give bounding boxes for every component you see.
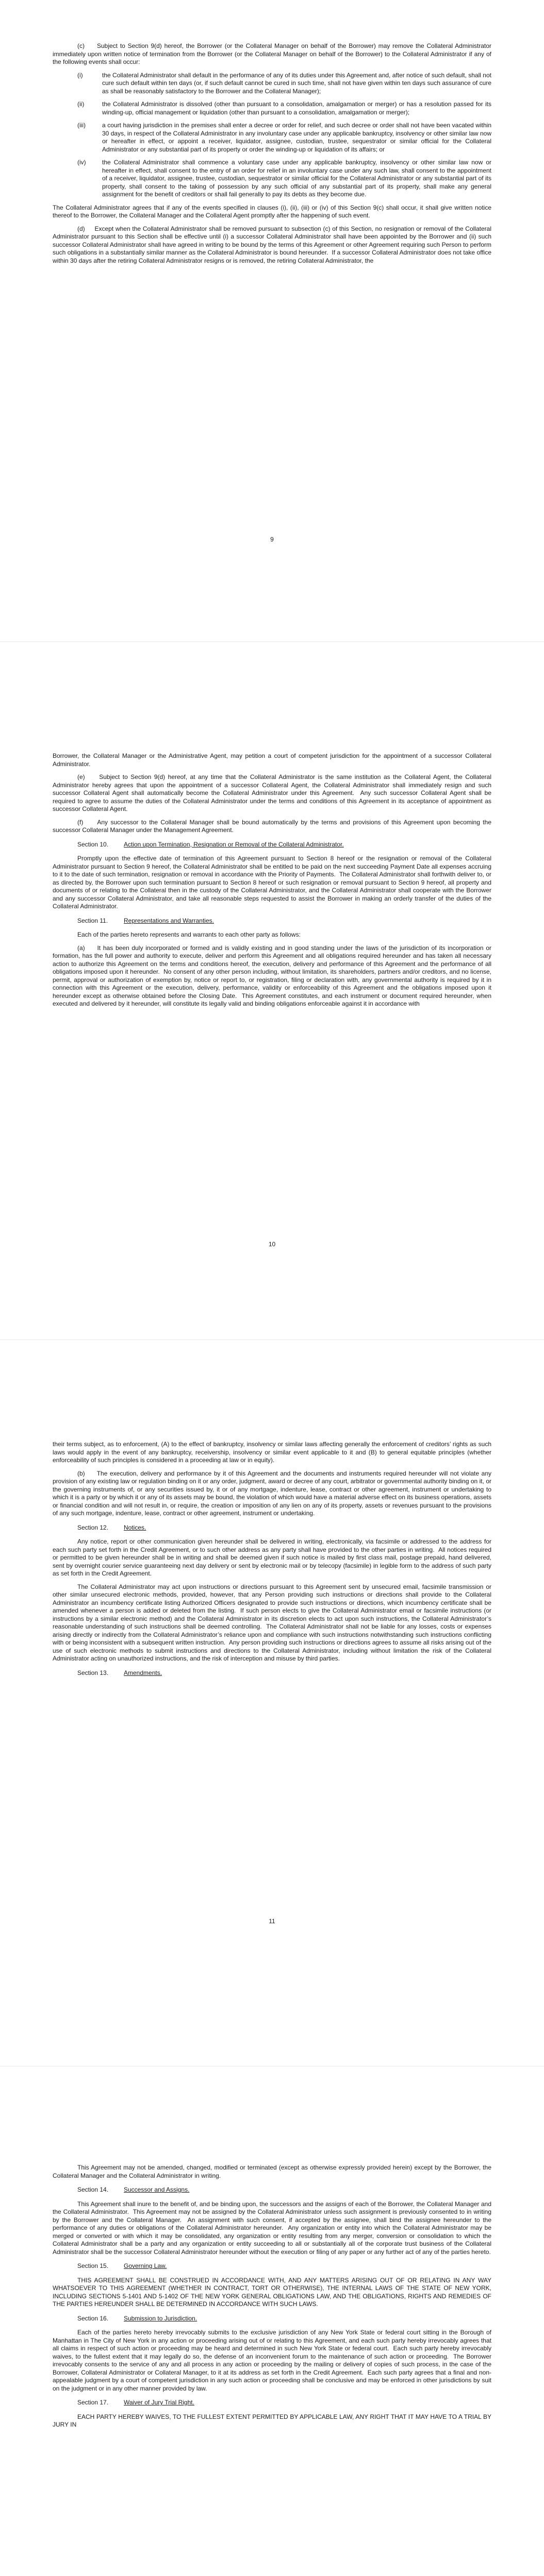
paragraph-section-16: Each of the parties hereto hereby irrevocably submits to the exclusive jurisdiction of any New York State or federal court sitting in the Borough of Manhattan in The City of New York in any action or proceeding arising out of or relating to this Agreement, and each such party hereby irrevocably agrees that all claims in respect of such action or proceeding may be heard and determined in such New York State or federal court. Each such party hereby irrevocably waives, to the fullest extent that it may legally do so, the defense of an inconvenient forum to the maintenance of such action or proceeding. The Borrower irrevocably consents to the service of any and all process in any action or proceeding by the mailing or delivery of copies of such process, in the case of the Borrower, Collateral Administrator or Collateral Manager, to it at its address as set forth in the Credit Agreement. Each such party agrees that a final and non-appealable judgment by a court of competent jurisdiction in any such action or proceeding shall be conclusive and may be enforced in other jurisdictions by suit on the judgment or in any other manner provided by law. xyxy=(53,2329,491,2392)
paragraph-11b: (b) The execution, delivery and performance by it of this Agreement and the documents and instruments required hereunder will not violate any provision of any existing law or regulation binding on it or any order, judgment, award or decree of any court, arbitrator or governmental authority binding on it, or the governing instruments of, or any securities issued by, it or of any mortgage, indenture, lease, contract or other agreement, instrument or undertaking to which it is a party or by which it or any of its assets may be bound, the violation of which would have a material adverse effect on its business operations, assets or financial condition and will not result in, or require, the creation or imposition of any lien on any of its property, assets or revenues pursuant to the provisions of any such mortgage, indenture, lease, contract or other agreement, instrument or undertaking. xyxy=(53,1469,491,1517)
section-title: Amendments. xyxy=(124,1669,162,1676)
section-title: Successor and Assigns. xyxy=(124,2186,190,2193)
section-heading-13 xyxy=(77,1669,491,1677)
paragraph-section-11: Each of the parties hereto represents and warrants to each other party as follows: xyxy=(77,931,301,938)
paragraph-section-12a: Any notice, report or other communication given hereunder shall be delivered in writing, electronically, via facsimile or addressed to the address for each such party set forth in the Credit Agreement, or to such other address as any party shall have provided to the other parties in writing. All notices required or permitted to be given hereunder shall be in writing and shall be deemed given if such notice is mailed by first class mail, postage prepaid, hand delivered, sent by overnight courier service guaranteeing next day delivery or sent by electronic mail or by telecopy (facsimile) in legible form to the address of such party as set forth in the Credit Agreement. xyxy=(53,1538,491,1577)
paragraph-continued: Borrower, the Collateral Manager or the Administrative Agent, may petition a court of competent jurisdiction for the appointment of a successor Collateral Administrator. xyxy=(53,752,491,768)
page-9 xyxy=(0,42,544,270)
clause-number: (iv) xyxy=(77,159,86,166)
clause-number: (iii) xyxy=(77,122,86,129)
section-number: Section 13. xyxy=(77,1669,109,1676)
section-title: Action upon Termination, Resignation or Removal of the Collateral Administrator. xyxy=(124,840,344,848)
clause-item xyxy=(53,159,491,199)
section-heading-11 xyxy=(77,917,491,925)
page-number: 9 xyxy=(270,536,274,543)
section-heading-12 xyxy=(77,1524,491,1532)
paragraph-section-17: EACH PARTY HEREBY WAIVES, TO THE FULLEST EXTENT PERMITTED BY APPLICABLE LAW, ANY RIGHT THAT IT MAY HAVE TO A TRIAL BY JURY IN xyxy=(53,2413,491,2428)
clause-number: (i) xyxy=(77,71,83,79)
paragraph-agree: The Collateral Administrator agrees that if any of the events specified in clauses (i), (ii), (iii) or (iv) of this Section 9(c) shall occur, it shall give written notice thereof to the Borrower, the Collateral Manager and the Collateral Agent promptly after the happening of such event. xyxy=(53,204,491,219)
page-10 xyxy=(0,752,544,1013)
section-number: Section 11. xyxy=(77,917,108,924)
section-title: Representations and Warranties. xyxy=(124,917,214,924)
section-heading-16 xyxy=(77,2315,491,2323)
page-11 xyxy=(0,1440,544,1683)
section-number: Section 12. xyxy=(77,1523,109,1531)
paragraph-9f: (f) Any successor to the Collateral Manager shall be bound automatically by the terms and provisions of this Agreement upon becoming the successor Collateral Manager under the Management Agreement. xyxy=(53,818,491,834)
page-number: 10 xyxy=(268,1241,276,1248)
paragraph-9d: (d) Except when the Collateral Administrator shall be removed pursuant to subsection (c) of this Section, no resignation or removal of the Collateral Administrator pursuant to this Section shall be effective until (i) a successor Collateral Administrator shall have been appointed by the Borrower and (ii) such successor Collateral Administrator shall have agreed in writing to be bound by the terms of this Agreement or other Agreement requiring such Person to perform such obligations in a substantially similar manner as the Collateral Administrator is bound hereunder. If a successor Collateral Administrator does not take office within 30 days after the retiring Collateral Administrator resigns or is removed, the retiring Collateral Administrator, the xyxy=(53,225,491,264)
paragraph-continued: their terms subject, as to enforcement, (A) to the effect of bankruptcy, insolvency or similar laws affecting generally the enforcement of creditors’ rights as such laws would apply in the event of any bankruptcy, receivership, insolvency or similar event applicable to it and (B) to general equitable principles (whether enforceability of such principles is considered in a proceeding at law or in equity). xyxy=(53,1440,491,1464)
section-title: Notices. xyxy=(124,1523,146,1531)
clause-text: the Collateral Administrator shall commence a voluntary case under any applicable bankruptcy, insolvency or other similar law now or hereafter in effect, shall consent to the entry of an order for relief in an involuntary case under any such law, shall consent to the appointment of a receiver, liquidator, assignee, trustee, custodian, sequestrator or similar official for the Collateral Administrator or any substantial part of its property, shall consent to the taking of possession by any such official of any substantial part of its property, shall make any general assignment for the benefit of creditors or shall fail generally to pay its debts as they become due. xyxy=(102,159,491,198)
section-heading-15 xyxy=(77,2262,491,2270)
section-number: Section 16. xyxy=(77,2314,109,2322)
clause-text: a court having jurisdiction in the premises shall enter a decree or order for relief, and such decree or order shall not have been vacated within 30 days, in respect of the Collateral Administrator in any involuntary case under any applicable bankruptcy, insolvency or other similar law now or hereafter in effect, or appoint a receiver, liquidator, assignee, custodian, trustee, sequestrator or similar official for the Collateral Administrator or any substantial part of its property or order the winding-up or liquidation of its affairs; or xyxy=(102,122,491,153)
section-heading-17 xyxy=(77,2399,491,2407)
section-number: Section 15. xyxy=(77,2262,109,2269)
section-number: Section 17. xyxy=(77,2399,109,2406)
paragraph-section-14: This Agreement shall inure to the benefit of, and be binding upon, the successors and the assigns of each of the Borrower, the Collateral Manager and the Collateral Administrator. This Agreement may not be assigned by the Collateral Administrator unless such assignment is previously consented to in writing by the Borrower and the Collateral Manager. An assignment with such consent, if accepted by the assignee, shall bind the assignee hereunder to the performance of any duties or obligations of the Collateral Administrator hereunder. Any organization or entity into which the Collateral Administrator may be merged or converted or with which it may be consolidated, any organization or entity resulting from any merger, conversion or consolidation to which the Collateral Administrator shall be a party and any organization or entity succeeding to all or substantially all of the corporate trust business of the Collateral Administrator shall be the successor Collateral Administrator hereunder without the execution or filing of any paper or any further act of any of the parties hereto. xyxy=(53,2200,491,2256)
page-number: 11 xyxy=(269,1918,275,1925)
paragraph-continued: This Agreement may not be amended, changed, modified or terminated (except as otherwise expressly provided herein) except by the Borrower, the Collateral Manager and the Collateral Administrator in writing. xyxy=(53,2164,491,2179)
clause-text: the Collateral Administrator shall default in the performance of any of its duties under this Agreement and, after notice of such default, shall not cure such default within ten days (or, if such default cannot be cured in such time, shall not have given within ten days such assurance of cure as shall be reasonably satisfactory to the Borrower and the Collateral Manager); xyxy=(102,71,491,95)
page-divider xyxy=(0,641,544,642)
section-heading-14 xyxy=(77,2186,491,2194)
paragraph-section-15: THIS AGREEMENT SHALL BE CONSTRUED IN ACCORDANCE WITH, AND ANY MATTERS ARISING OUT OF OR RELATING IN ANY WAY WHATSOEVER TO THIS AGREEMENT (WHETHER IN CONTRACT, TORT OR OTHERWISE), THE INTERNAL LAWS OF THE STATE OF NEW YORK, INCLUDING SECTIONS 5-1401 AND 5-1402 OF THE NEW YORK GENERAL OBLIGATIONS LAW, AND THE OBLIGATIONS, RIGHTS AND REMEDIES OF THE PARTIES HEREUNDER SHALL BE DETERMINED IN ACCORDANCE WITH SUCH LAWS. xyxy=(53,2276,491,2308)
section-title: Governing Law. xyxy=(124,2262,167,2269)
section-heading-10 xyxy=(77,841,491,849)
clause-item xyxy=(53,72,491,96)
page-12 xyxy=(0,2164,544,2434)
paragraph-9c: (c) Subject to Section 9(d) hereof, the Borrower (or the Collateral Manager on behalf of the Borrower) may remove the Collateral Administrator immediately upon written notice of termination from the Borrower (or the Collateral Manager on behalf of the Borrower) to the Collateral Administrator if any of the following events shall occur: xyxy=(53,42,491,65)
section-title: Submission to Jurisdiction. xyxy=(124,2314,197,2322)
clause-text: the Collateral Administrator is dissolved (other than pursuant to a consolidation, amalgamation or merger) or has a resolution passed for its winding-up, official management or liquidation (other than pursuant to a consolidation, amalgamation or merger); xyxy=(102,100,491,116)
paragraph-section-10: Promptly upon the effective date of termination of this Agreement pursuant to Section 8 hereof or the resignation or removal of the Collateral Administrator pursuant to Section 9 hereof, the Collateral Administrator shall be entitled to be paid on the next succeeding Payment Date all expenses accruing to it to the date of such termination, resignation or removal in accordance with the Priority of Payments. The Collateral Administrator shall forthwith deliver to, or as directed by, the Borrower upon such termination pursuant to Section 8 hereof or such resignation or removal pursuant to Section 9 hereof, all property and documents of or relating to the Collateral then in the custody of the Collateral Administrator, and the Collateral Administrator shall cooperate with the Borrower and any successor Collateral Administrator, and take all reasonable steps requested to assist the Borrower in making an orderly transfer of the duties of the Collateral Administrator. xyxy=(53,855,491,910)
paragraph-section-12b: The Collateral Administrator may act upon instructions or directions pursuant to this Agreement sent by unsecured email, facsimile transmission or other similar unsecured electronic methods, provided, however, that any Person providing such instructions or directions shall provide to the Collateral Administrator an incumbency certificate listing Authorized Officers designated to provide such instructions or directions, which incumbency certificate shall be amended whenever a person is added or deleted from the listing. If such person elects to give the Collateral Administrator email or facsimile instructions (or instructions by a similar electronic method) and the Collateral Administrator in its discretion elects to act upon such instructions, the Collateral Administrator’s reasonable understanding of such instructions shall be deemed controlling. The Collateral Administrator shall not be liable for any losses, costs or expenses arising directly or indirectly from the Collateral Administrator’s reliance upon and compliance with such instructions notwithstanding such instructions conflicting with or being inconsistent with a subsequent written instruction. Any person providing such instructions or directions agrees to assume all risks arising out of the use of such electronic methods to submit instructions and directions to the Collateral Administrator, including without limitation the risk of the Collateral Administrator acting on unauthorized instructions, and the risk of interception and misuse by third parties. xyxy=(53,1583,491,1662)
clause-item xyxy=(53,100,491,116)
clause-item xyxy=(53,122,491,154)
section-number: Section 14. xyxy=(77,2186,109,2193)
paragraph-11a: (a) It has been duly incorporated or formed and is validly existing and in good standing under the laws of the jurisdiction of its incorporation or formation, has the full power and authority to execute, deliver and perform this Agreement and all obligations required hereunder and has taken all necessary action to authorize this Agreement on the terms and conditions hereof, the execution, delivery and performance of this Agreement and the performance of all obligations imposed upon it hereunder. No consent of any other person including, without limitation, its shareholders, partners and/or creditors, and no license, permit, approval or authorization of exemption by, notice or report to, or registration, filing or declaration with, any governmental authority is required by it in connection with this Agreement or the execution, delivery, performance, validity or enforceability of this Agreement and the obligations imposed upon it hereunder except as otherwise obtained before the Closing Date. This Agreement constitutes, and each instrument or document required hereunder, when executed and delivered by it hereunder, will constitute its legally valid and binding obligations enforceable against it in accordance with xyxy=(53,944,491,1007)
section-title: Waiver of Jury Trial Right. xyxy=(124,2399,194,2406)
clause-number: (ii) xyxy=(77,100,85,108)
paragraph-9e: (e) Subject to Section 9(d) hereof, at any time that the Collateral Administrator is the same institution as the Collateral Agent, the Collateral Administrator hereby agrees that upon the appointment of a successor Collateral Agent, the Collateral Administrator shall immediately resign and such successor Collateral Agent shall automatically become the Collateral Administrator under this Agreement. Any such successor Collateral Agent shall be required to agree to assume the duties of the Collateral Administrator under the terms and conditions of this Agreement in its acceptance of appointment as successor Collateral Agent. xyxy=(53,773,491,812)
section-number: Section 10. xyxy=(77,840,109,848)
